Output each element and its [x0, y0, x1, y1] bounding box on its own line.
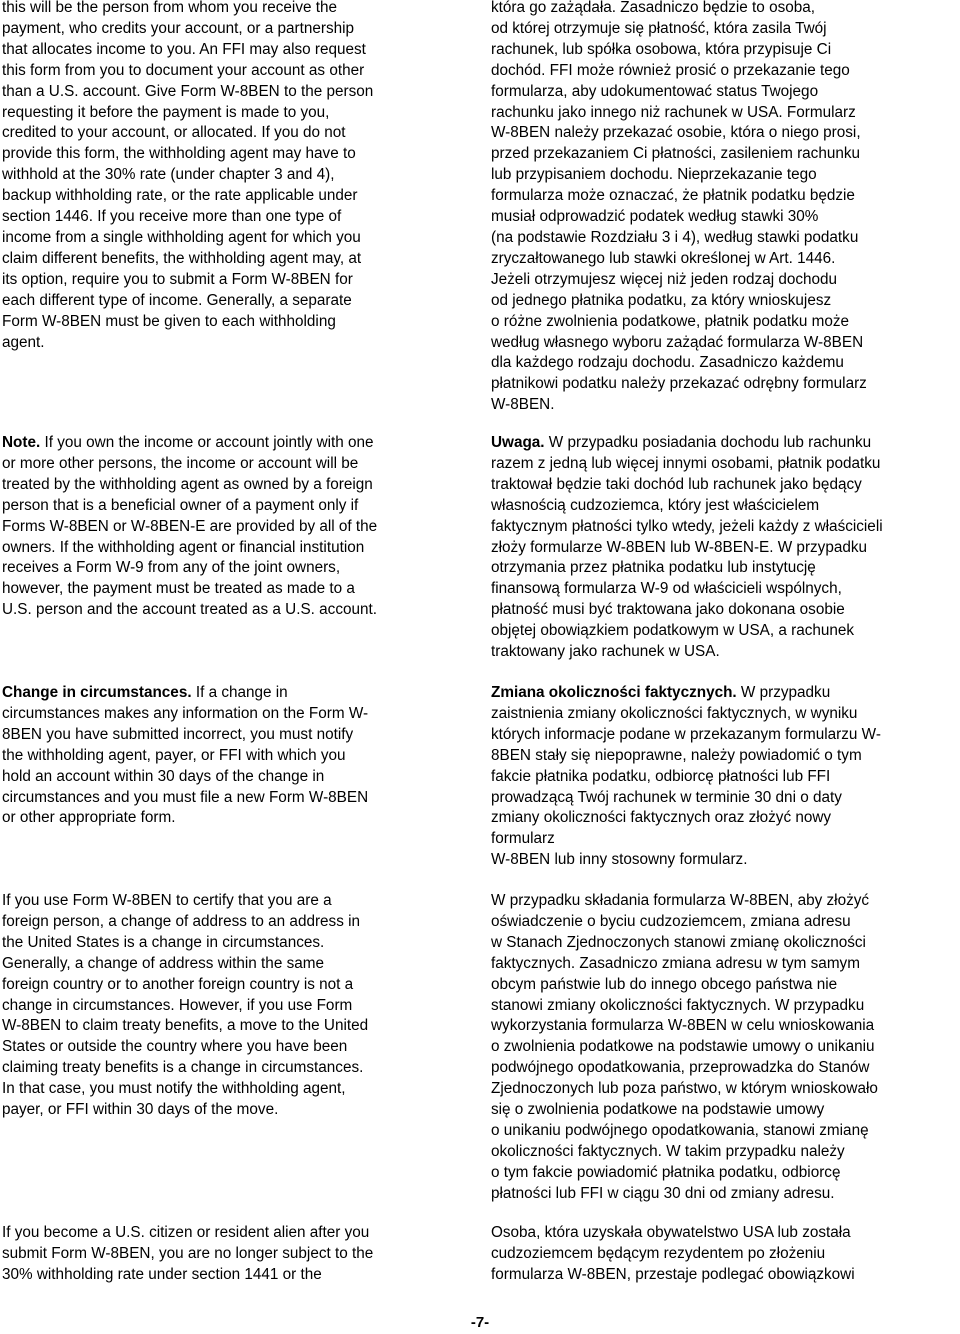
pl-note-paragraph	[491, 433, 957, 663]
pl-note-heading: Uwaga.	[491, 434, 545, 451]
en-change-paragraph	[2, 683, 458, 829]
pl-address-paragraph: W przypadku składania formularza W-8BEN, aby złożyć oświadczenie o byciu cudzoziemcem, zmiana adresu w Stanach Zjednoczonych stanowi zmianę okoliczności faktycznych. Zasadniczo zmiana adresu w tym samym obcym państwie lub do innego obcego państwa nie stanowi zmiany okoliczności faktycznych. W przypadku wykorzystania formularza W-8BEN w celu wnioskowania o zwolnienia podatkowe na podstawie umowy o unikaniu podwójnego opodatkowania, przeprowadzka do Stanów Zjednoczonych lub poza państwo, w którym wnioskowało się o zwolnienia podatkowe na podstawie umowy o unikaniu podwójnego opodatkowania, stanowi zmianę okoliczności faktycznych. W takim przypadku należy o tym fakcie powiadomić płatnika podatku, odbiorcę płatności lub FFI w ciągu 30 dni od zmiany adresu.	[491, 892, 878, 1202]
en-note-heading: Note.	[2, 434, 41, 451]
en-paragraph-who-requests: this will be the person from whom you receive the payment, who credits your account, or a partnership that allocates income to you. An FFI may also request this form from you to document your account as other than a U.S. account. Give Form W-8BEN to the person requesting it before the payment is made to you, credited to your account, or allocated. If you do not provide this form, the withholding agent may have to withhold at the 30% rate (under chapter 3 and 4), backup withholding rate, or the rate applicable under section 1446. If you receive more than one type of income from a single withholding agent for which you claim different benefits, the withholding agent may, at its option, require you to submit a Form W-8BEN for each different type of income. Generally, a separate Form W-8BEN must be given to each withholding agent.	[2, 0, 374, 351]
pl-paragraph-who-requests: która go zażądała. Zasadniczo będzie to osoba, od której otrzymuje się płatność, która zasila Twój rachunek, lub spółka osobowa, która przypisuje Ci dochód. FFI może również prosić o przekazanie tego formularza, aby udokumentować status Twojego rachunku jako innego niż rachunek w USA. Formularz W-8BEN należy przekazać osobie, która o niego prosi, przed przekazaniem Ci płatności, zasileniem rachunku lub przypisaniem dochodu. Nieprzekazanie tego formularza może oznaczać, że płatnik podatku będzie musiał odprowadzić podatek według stawki 30% (na podstawie Rozdziału 3 i 4), według stawki podatku zryczałtowanego lub stawki określonej w Art. 1446. Jeżeli otrzymujesz więcej niż jeden rodzaj dochodu od jednego płatnika podatku, za który wnioskujesz o różne zwolnienia podatkowe, płatnik podatku może według własnego wyboru zażądać formularza W-8BEN dla każdego rodzaju dochodu. Zasadniczo każdemu płatnikowi podatku należy przekazać odrębny formularz W-8BEN.	[491, 0, 867, 414]
page-number: -7-	[470, 1314, 490, 1331]
pl-change-paragraph	[491, 683, 957, 871]
en-citizen-paragraph: If you become a U.S. citizen or resident alien after you submit Form W-8BEN, you are no longer subject to the 30% withholding rate under section 1441 or the	[2, 1224, 374, 1283]
en-note-body: If you own the income or account jointly with one or more other persons, the income or account will be treated by the withholding agent as owned by a foreign person that is a beneficial owner of a payment only if Forms W-8BEN or W-8BEN-E are provided by all of the owners. If the withholding agent or financial institution receives a Form W-9 from any of the joint owners, however, the payment must be treated as made to a U.S. person and the account treated as a U.S. account.	[2, 434, 378, 619]
pl-change-body: W przypadku zaistnienia zmiany okoliczności faktycznych, w wyniku których informacje podane w przekazanym formularzu W- 8BEN stały się niepoprawne, należy powiadomić o tym fakcie płatnika podatku, odbiorcę płatności lub FFI prowadzącą Twój rachunek w terminie 30 dni o daty zmiany okoliczności faktycznych oraz złożyć nowy formularz W-8BEN lub inny stosowny formularz.	[491, 684, 881, 869]
pl-note-body: W przypadku posiadania dochodu lub rachunku razem z jedną lub więcej innymi osobami, płatnik podatku traktował będzie taki dochód lub rachunek jako będący własnością cudzoziemca, który jest właścicielem faktycznym płatności tylko wtedy, jeżeli każdy z właścicieli złoży formularze W-8BEN lub W-8BEN-E. W przypadku otrzymania przez płatnika podatku lub instytucję finansową formularza W-9 od właścicieli wspólnych, płatność musi być traktowana jako dokonana osobie objętej obowiązkiem podatkowym w USA, a rachunek traktowany jako rachunek w USA.	[491, 434, 883, 661]
en-note-paragraph	[2, 433, 458, 621]
en-change-body: If a change in circumstances makes any information on the Form W- 8BEN you have submitted incorrect, you must notify the withholding agent, payer, or FFI with which you hold an account within 30 days of the change in circumstances and you must file a new Form W-8BEN or other appropriate form.	[2, 684, 369, 827]
en-change-heading: Change in circumstances.	[2, 684, 192, 701]
pl-citizen-paragraph: Osoba, która uzyskała obywatelstwo USA lub została cudzoziemcem będącym rezydentem po złożeniu formularza W-8BEN, przestaje podlegać obowiązkowi	[491, 1224, 855, 1283]
en-address-paragraph: If you use Form W-8BEN to certify that you are a foreign person, a change of address to an address in the United States is a change in circumstances. Generally, a change of address within the same foreign country or to another foreign country is not a change in circumstances. However, if you use Form W-8BEN to claim treaty benefits, a move to the United States or outside the country where you have been claiming treaty benefits is a change in circumstances. In that case, you must notify the withholding agent, payer, or FFI within 30 days of the move.	[2, 892, 369, 1119]
pl-change-heading: Zmiana okoliczności faktycznych.	[491, 684, 737, 701]
